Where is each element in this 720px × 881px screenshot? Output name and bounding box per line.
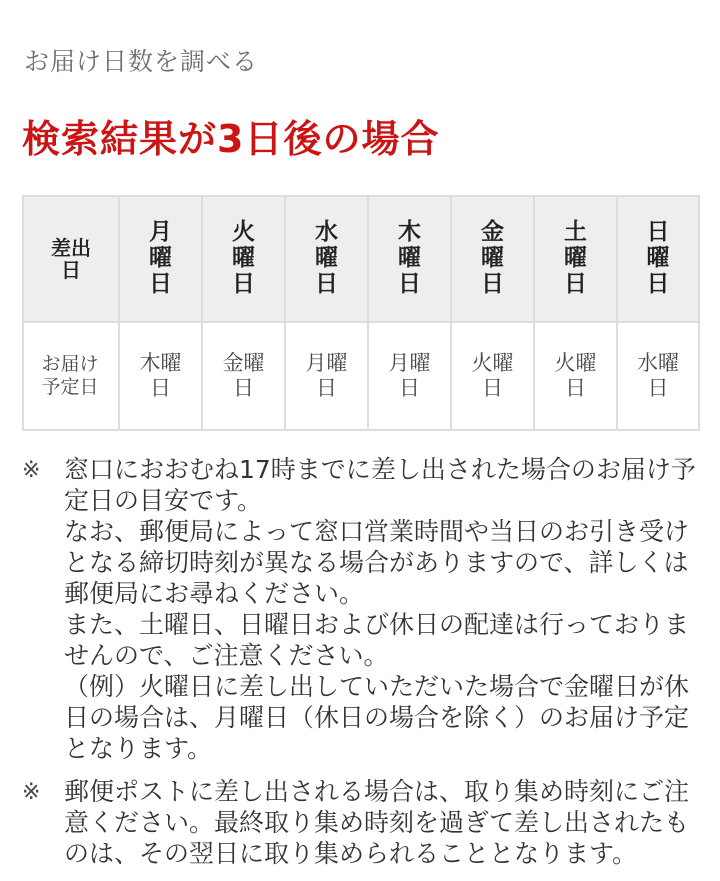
note-paragraph: 窓口におおむね17時までに差し出された場合のお届け予定日の目安です。 [64, 455, 696, 515]
delivery-schedule-table [22, 195, 700, 431]
column-header-label: 月曜日 [148, 219, 172, 297]
note-paragraph: なお、郵便局によって窓口営業時間や当日のお引き受けとなる締切時刻が異なる場合がありますので、詳しくは郵便局にお尋ねください。 [64, 517, 690, 608]
note-postbox [22, 776, 698, 869]
column-header-label: 木曜日 [397, 219, 421, 297]
column-header-label: 日曜日 [646, 219, 670, 297]
delivery-day: 火曜日 [554, 350, 597, 400]
note-body [64, 454, 698, 764]
row-label: お届け予定日 [41, 353, 99, 398]
column-header-label: 水曜日 [314, 219, 338, 297]
column-header-fri [451, 196, 534, 322]
delivery-day: 水曜日 [637, 350, 679, 400]
note-paragraph: 郵便ポストに差し出される場合は、取り集め時刻にご注意ください。最終取り集め時刻を過ぎて差し出されたものは、その翌日に取り集められることとなります。 [64, 777, 690, 868]
table-cell [202, 322, 285, 430]
column-header-label: 土曜日 [563, 219, 587, 297]
column-header-label: 金曜日 [480, 219, 504, 297]
table-cell [617, 322, 699, 430]
delivery-day: 木曜日 [139, 350, 182, 400]
delivery-day: 火曜日 [471, 350, 514, 400]
column-header-label: 火曜日 [231, 219, 255, 297]
table-cell [451, 322, 534, 430]
column-header-wed [285, 196, 368, 322]
note-paragraph: （例）火曜日に差し出していただいた場合で金曜日が休日の場合は、月曜日（休日の場合を除く）のお届け予定となります。 [64, 672, 690, 763]
table-cell [368, 322, 451, 430]
note-paragraph: また、土曜日、日曜日および休日の配達は行っておりませんので、ご注意ください。 [64, 610, 690, 670]
delivery-day: 月曜日 [388, 350, 431, 400]
column-header-sat [534, 196, 617, 322]
column-header-mon [119, 196, 202, 322]
delivery-day: 月曜日 [305, 350, 348, 400]
corner-header [23, 196, 119, 322]
note-counter-delivery [22, 454, 698, 764]
notes-section [22, 454, 698, 881]
table-cell [119, 322, 202, 430]
note-mark: ※ [22, 780, 41, 805]
delivery-day: 金曜日 [222, 350, 265, 400]
column-header-sun [617, 196, 699, 322]
note-mark: ※ [22, 458, 41, 483]
table-header-row [23, 196, 699, 322]
row-header [23, 322, 119, 430]
table-cell [534, 322, 617, 430]
page-subheading: お届け日数を調べる [24, 47, 259, 76]
corner-label: 差出日 [51, 236, 91, 282]
table-cell [285, 322, 368, 430]
column-header-thu [368, 196, 451, 322]
column-header-tue [202, 196, 285, 322]
table-row [23, 322, 699, 430]
note-body [64, 776, 698, 869]
result-headline: 検索結果が3日後の場合 [22, 117, 440, 161]
